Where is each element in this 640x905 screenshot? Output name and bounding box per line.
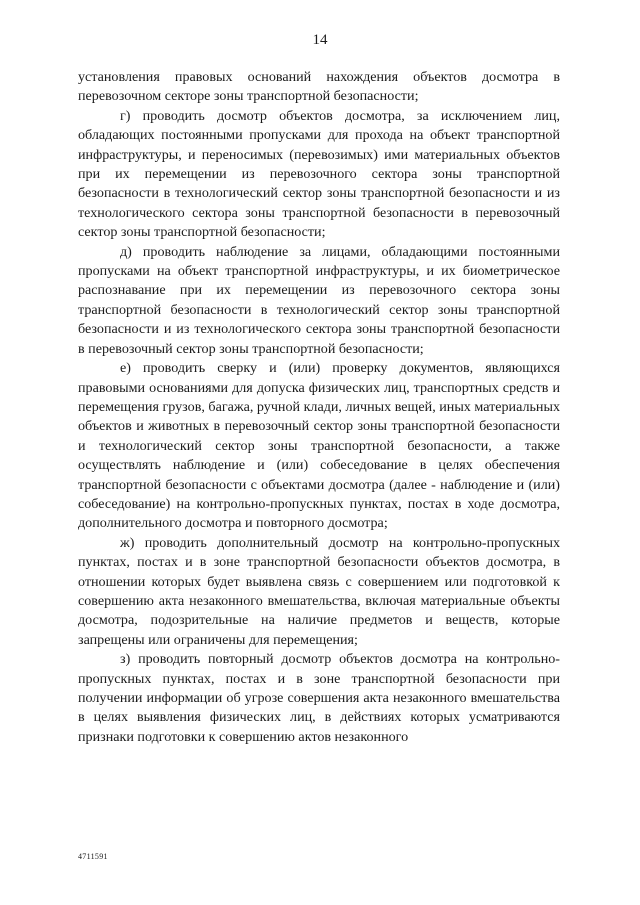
paragraph-item-g: г) проводить досмотр объектов досмотра, за исключением лиц, обладающих постоянными пропусками для прохода на объект транспортной инфраструктуры, и переносимых (перевозимых) ими материальных объектов при их перемещении из перевозочного сектора зоны транспортной безопасности в технологический сектор зоны транспортной безопасности и из технологического сектора зоны транспортной безопасности в перевозочный сектор зоны транспортной безопасности; bbox=[78, 107, 560, 241]
document-body bbox=[78, 68, 560, 747]
paragraph-item-zh: ж) проводить дополнительный досмотр на контрольно-пропускных пунктах, постах и в зоне транспортной безопасности объектов досмотра, в отношении которых будет выявлена связь с совершением или подготовкой к совершению акта незаконного вмешательства, включая материальные объекты досмотра, подозрительные на наличие предметов и веществ, которые запрещены или ограничены для перемещения; bbox=[78, 534, 560, 648]
paragraph-continuation: установления правовых оснований нахождения объектов досмотра в перевозочном секторе зоны транспортной безопасности; bbox=[78, 69, 560, 105]
paragraph-item-z: з) проводить повторный досмотр объектов досмотра на контрольно-пропускных пунктах, постах и в зоне транспортной безопасности при получении информации об угрозе совершения акта незаконного вмешательства в целях выявления физических лиц, в действиях которых усматриваются признаки подготовки к совершению актов незаконного bbox=[78, 651, 560, 745]
page-number: 14 bbox=[312, 32, 328, 48]
document-code: 4711591 bbox=[78, 852, 108, 861]
paragraph-item-d: д) проводить наблюдение за лицами, обладающими постоянными пропусками на объект транспортной инфраструктуры, и их биометрическое распознавание при их перемещении из перевозочного сектора зоны транспортной безопасности в технологический сектор зоны транспортной безопасности и из технологического сектора зоны транспортной безопасности в перевозочный сектор зоны транспортной безопасности; bbox=[78, 243, 560, 357]
paragraph-item-e: е) проводить сверку и (или) проверку документов, являющихся правовыми основаниями для допуска физических лиц, транспортных средств и перемещения грузов, багажа, ручной клади, личных вещей, иных материальных объектов и животных в перевозочный сектор зоны транспортной безопасности и технологический сектор зоны транспортной безопасности, а также осуществлять наблюдение и (или) собеседование в целях обеспечения транспортной безопасности с объектами досмотра (далее - наблюдение и (или) собеседование) на контрольно-пропускных пунктах, постах в ходе досмотра, дополнительного досмотра и повторного досмотра; bbox=[78, 360, 560, 532]
